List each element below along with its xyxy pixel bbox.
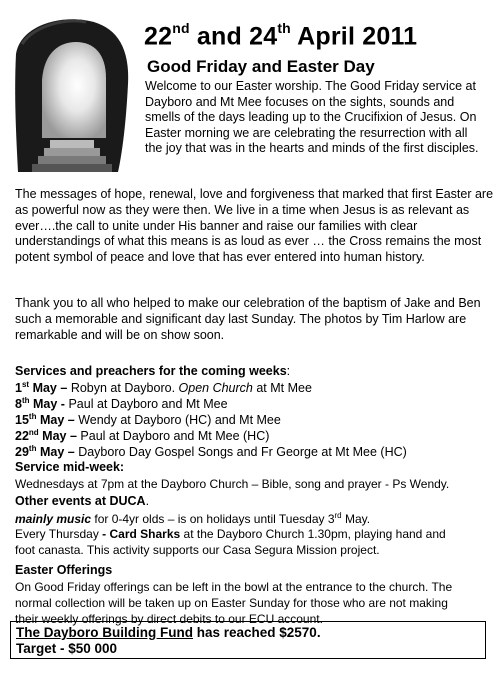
services-heading: Services and preachers for the coming weeks: bbox=[15, 364, 291, 378]
offerings-heading: Easter Offerings bbox=[15, 563, 113, 577]
card-sharks-line: Every Thursday - Card Sharks at the Dayboro Church 1.30pm, playing hand and bbox=[15, 527, 446, 541]
hope-paragraph: The messages of hope, renewal, love and forgiveness that marked that first Easter are as powerful now as they were then. We live in a time when Jesus is as relevant as ever….the call to unite under His banner and raise our families with clear understandings of what this means is as loud as ever … the Cross remains the most potent symbol of peace and love that has ever entered into human history. bbox=[15, 187, 494, 265]
newsletter-subtitle: Good Friday and Easter Day bbox=[147, 57, 375, 76]
building-fund-box bbox=[10, 621, 486, 659]
midweek-heading: Service mid-week: bbox=[15, 460, 125, 474]
midweek-text: Wednesdays at 7pm at the Dayboro Church – Bible, song and prayer - Ps Wendy. bbox=[15, 477, 450, 491]
empty-tomb-illustration bbox=[14, 14, 132, 174]
other-events-heading: Other events at DUCA. bbox=[15, 494, 150, 508]
service-row: 22nd May – Paul at Dayboro and Mt Mee (HC) bbox=[15, 428, 270, 444]
newsletter-date-title: 22nd and 24th April 2011 bbox=[144, 20, 418, 51]
service-row: 1st May – Robyn at Dayboro. Open Church at Mt Mee bbox=[15, 380, 312, 396]
baptism-thanks-paragraph: Thank you to all who helped to make our celebration of the baptism of Jake and Ben such a memorable and significant day last Sunday. The photos by Tim Harlow are remarkable and will be on show soon. bbox=[15, 296, 481, 342]
mainly-music-line: mainly music for 0-4yr olds – is on holidays until Tuesday 3rd May. bbox=[15, 511, 371, 526]
building-fund-target: Target - $50 000 bbox=[16, 641, 118, 656]
offerings-line: normal collection will be taken up on Easter Sunday for those who are not making bbox=[15, 596, 448, 610]
offerings-line: their weekly offerings by direct debits to our ECU account. bbox=[15, 612, 323, 626]
building-fund-status: The Dayboro Building Fund has reached $2570. bbox=[16, 625, 321, 640]
intro-paragraph: Welcome to our Easter worship. The Good Friday service at Dayboro and Mt Mee focuses on the sights, sounds and smells of the days leading up to the Crucifixion of Jesus. On Easter morning we are celebrating the resurrection with all the joy that was in the hearts and minds of the first disciples. bbox=[145, 79, 479, 156]
offerings-line: On Good Friday offerings can be left in the bowl at the entrance to the church. The bbox=[15, 580, 453, 594]
service-row: 15th May – Wendy at Dayboro (HC) and Mt Mee bbox=[15, 412, 281, 428]
card-sharks-line-2: foot canasta. This activity supports our Casa Segura Mission project. bbox=[15, 543, 380, 557]
service-row: 8th May - Paul at Dayboro and Mt Mee bbox=[15, 396, 228, 412]
service-row: 29th May – Dayboro Day Gospel Songs and Fr George at Mt Mee (HC) bbox=[15, 444, 407, 460]
